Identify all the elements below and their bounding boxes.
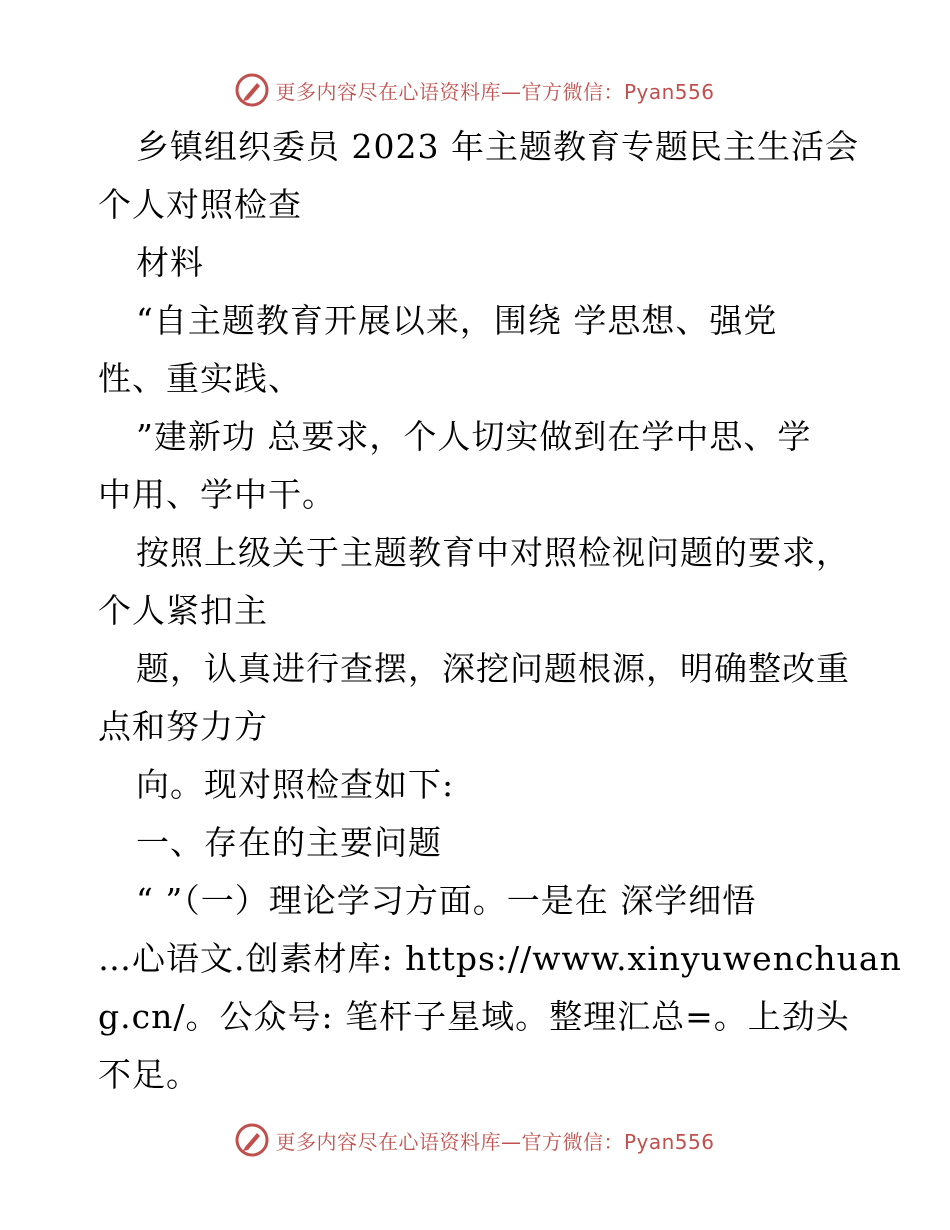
watermark-text: 更多内容尽在心语资料库—官方微信：Pyan556 <box>275 1129 715 1154</box>
title-line: 材料 <box>136 243 204 282</box>
pen-logo-icon <box>235 1123 269 1157</box>
document-body <box>98 118 902 1104</box>
paragraph-line: 题，认真进行查摆，深挖问题根源，明确整改重 <box>136 649 850 688</box>
paragraph-line: 不足。 <box>98 1055 200 1094</box>
paragraph-line: ”建新功 总要求，个人切实做到在学中思、学 <box>136 417 812 456</box>
header-watermark <box>0 70 950 110</box>
paragraph-line: “ ”（一）理论学习方面。一是在 深学细悟 <box>136 881 757 920</box>
paragraph-line: 性、重实践、 <box>98 359 302 398</box>
paragraph-line: 按照上级关于主题教育中对照检视问题的要求， <box>136 533 850 572</box>
paragraph-line: 个人紧扣主 <box>98 591 268 630</box>
paragraph-line: 向。现对照检查如下: <box>136 765 455 804</box>
section-heading: 一、存在的主要问题 <box>136 823 442 862</box>
paragraph-line: “自主题教育开展以来，围绕 学思想、强党 <box>136 301 778 340</box>
watermark-text: 更多内容尽在心语资料库—官方微信：Pyan556 <box>275 79 715 104</box>
paragraph-line: …心语文.创素材库: https://www.xinyuwenchuan <box>98 939 902 978</box>
paragraph-line: 点和努力方 <box>98 707 268 746</box>
title-line: 个人对照检查 <box>98 185 302 224</box>
pen-logo-icon <box>235 73 269 107</box>
title-line: 乡镇组织委员 2023 年主题教育专题民主生活会 <box>136 127 859 166</box>
footer-watermark <box>0 1120 950 1160</box>
paragraph-line: 中用、学中干。 <box>98 475 336 514</box>
paragraph-line: g.cn/。公众号: 笔杆子星域。整理汇总=。上劲头 <box>98 997 850 1036</box>
